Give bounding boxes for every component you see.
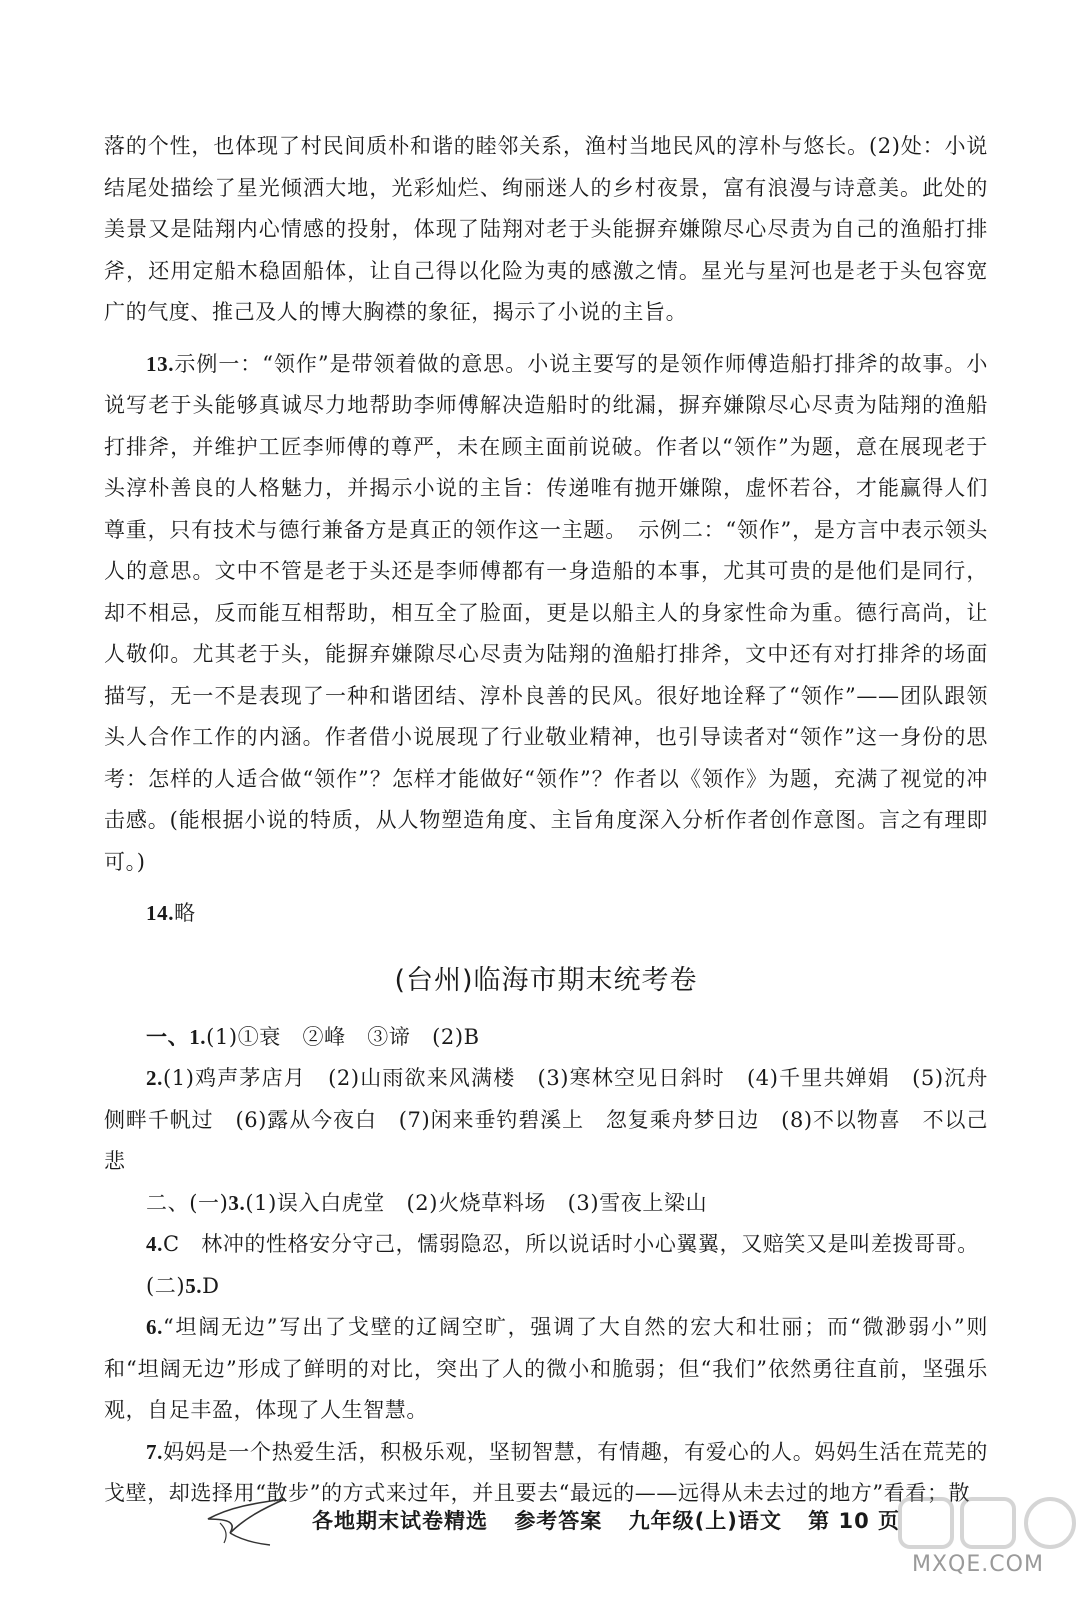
question-number: 14. [146, 901, 175, 925]
answer-text: 示例一：“领作”是带领着做的意思。小说主要写的是领作师傅造船打排斧的故事。小说写老于头能够真诚尽力地帮助李师傅解决造船时的纰漏，摒弃嫌隙尽心尽责为陆翔的渔船打排斧，并维护工匠李师傅的尊严，未在顾主面前说破。作者以“领作”为题，意在展现老于头淳朴善良的人格魅力，并揭示小说的主旨：传递唯有抛开嫌隙，虚怀若谷，才能赢得人们尊重，只有技术与德行兼备方是真正的领作这一主题。 示例二：“领作”，是方言中表示领头人的意思。文中不管是老于头还是李师傅都有一身造船的本事，尤其可贵的是他们是同行，却不相忌，反而能互相帮助，相互全了脸面，更是以船主人的身家性命为重。德行高尚，让人敬仰。尤其老于头，能摒弃嫌隙尽心尽责为陆翔的渔船打排斧，文中还有对打排斧的场面描写，无一不是表现了一种和谐团结、淳朴良善的民风。很好地诠释了“领作”——团队跟领头人合作工作的内涵。作者借小说展现了行业敬业精神，也引导读者对“领作”这一身份的思考：怎样的人适合做“领作”？怎样才能做好“领作”？作者以《领作》为题，充满了视觉的冲击感。(能根据小说的特质，从人物塑造角度、主旨角度深入分析作者创作意图。言之有理即可。) [104, 351, 988, 874]
answer-13 [104, 344, 988, 884]
answer-text: 妈妈是一个热爱生活，积极乐观，坚韧智慧，有情趣，有爱心的人。妈妈生活在荒芜的戈壁，却选择用“散步”的方式来过年，并且要去“最远的——远得从未去过的地方”看看；散 [104, 1439, 988, 1505]
part-prefix: (二) [146, 1273, 186, 1298]
question-number: 5. [185, 1273, 203, 1298]
answer-text: (1)①衰 ②峰 ③谛 (2)B [206, 1024, 480, 1049]
grade-subject: 九年级(上)语文 [628, 1509, 782, 1533]
answer-4 [104, 1224, 988, 1266]
page-content [104, 126, 988, 1515]
answers-label: 参考答案 [514, 1509, 603, 1533]
question-number: 2. [146, 1066, 163, 1090]
answer-text: 略 [174, 901, 196, 925]
answer-text: (1)鸡声茅店月 (2)山雨欲来风满楼 (3)寒林空见日斜时 (4)千里共婵娟 (5)沉舟侧畔千帆过 (6)露从今夜白 (7)闲来垂钓碧溪上 忽复乘舟梦日边 (8)不以物喜 不以己悲 [104, 1066, 988, 1173]
watermark-text: MXQE.COM [912, 1552, 1044, 1577]
question-number: 7. [146, 1439, 163, 1464]
answer-14 [104, 893, 988, 935]
watermark-logo-icon [896, 1493, 1086, 1553]
question-number: 13. [146, 351, 175, 376]
answer-text: D [202, 1273, 220, 1298]
answer-6 [104, 1307, 988, 1432]
answer-5 [104, 1266, 988, 1308]
section-title: (台州)临海市期末统考卷 [394, 964, 698, 996]
question-number: 6. [146, 1315, 163, 1339]
answer-text: “坦阔无边”写出了戈壁的辽阔空旷，强调了大自然的宏大和壮丽；而“微渺弱小”则和“坦阔无边”形成了鲜明的对比，突出了人的微小和脆弱；但“我们”依然勇往直前，坚强乐观，自足丰盈，体现了人生智慧。 [104, 1315, 988, 1422]
bird-logo-icon [200, 1489, 300, 1549]
answer-text: C 林冲的性格安分守己，懦弱隐忍，所以说话时小心翼翼，又赔笑又是叫差拨哥哥。 [162, 1232, 979, 1256]
continuation-paragraph: 落的个性，也体现了村民间质朴和谐的睦邻关系，渔村当地民风的淳朴与悠长。(2)处：小说结尾处描绘了星光倾洒大地，光彩灿烂、绚丽迷人的乡村夜景，富有浪漫与诗意美。此处的美景又是陆翔内心情感的投射，体现了陆翔对老于头能摒弃嫌隙尽心尽责为自己的渔船打排斧，还用定船木稳固船体，让自己得以化险为夷的感激之情。星光与星河也是老于头包容宽广的气度、推己及人的博大胸襟的象征，揭示了小说的主旨。 [104, 134, 988, 324]
question-number: 4. [146, 1232, 163, 1256]
footer-text [312, 1505, 918, 1535]
answer-3 [104, 1183, 988, 1225]
answer-text: (1)误入白虎堂 (2)火烧草料场 (3)雪夜上梁山 [245, 1190, 708, 1215]
question-number: 3. [228, 1190, 246, 1215]
part-prefix: 一、 [146, 1024, 190, 1049]
part-prefix: 二、(一) [146, 1190, 229, 1215]
book-title: 各地期末试卷精选 [312, 1509, 488, 1533]
question-number: 1. [189, 1024, 207, 1049]
page-number: 第 10 页 [808, 1509, 900, 1533]
answer-1 [104, 1017, 988, 1059]
answer-2 [104, 1058, 988, 1183]
